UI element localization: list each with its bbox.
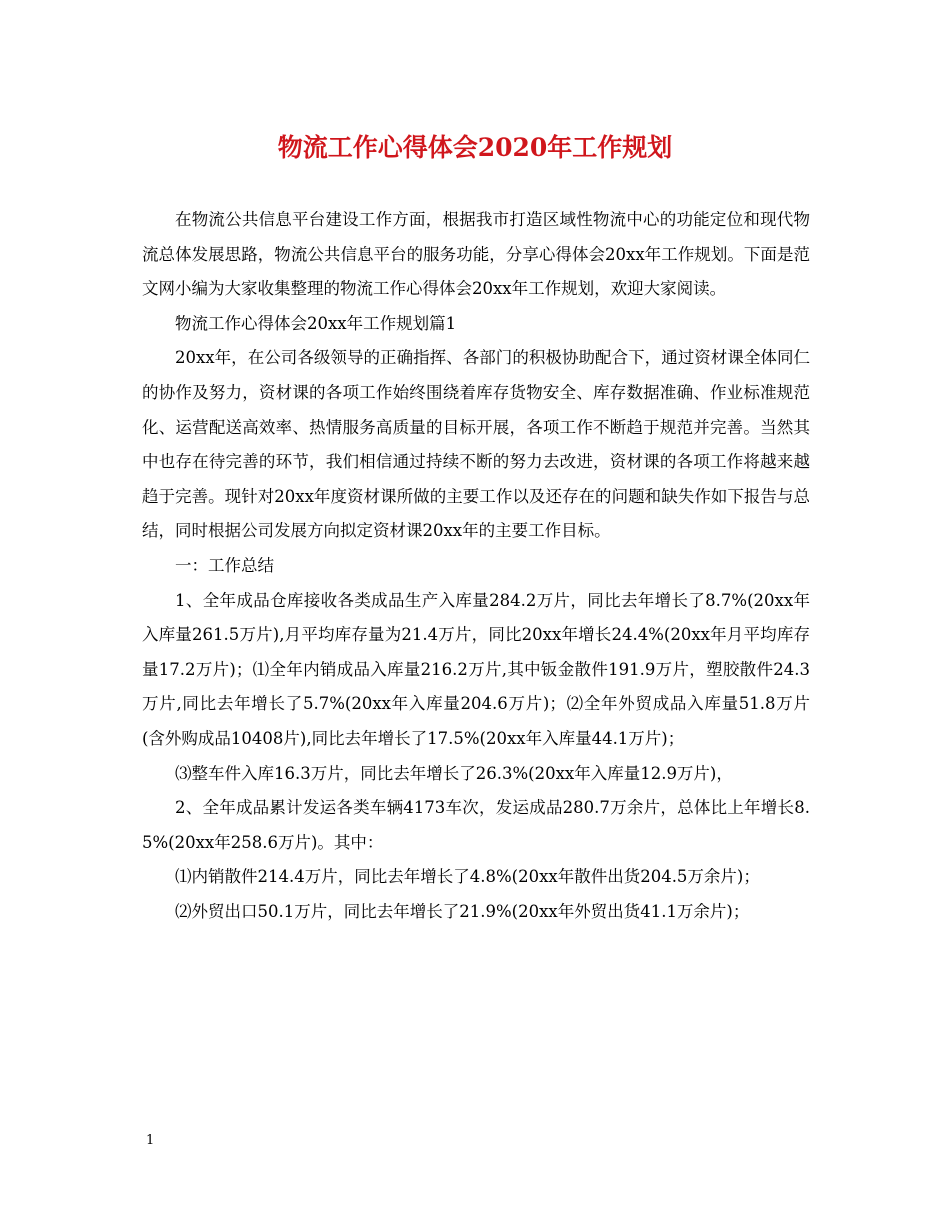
paragraph-item-2: 2、全年成品累计发运各类车辆4173车次，发运成品280.7万余片，总体比上年增长8.5%(20xx年258.6万片)。其中：: [142, 798, 810, 852]
document-body: [142, 203, 810, 929]
paragraph-work-summary-heading: 一：工作总结: [175, 555, 274, 575]
paragraph-intro: 在物流公共信息平台建设工作方面，根据我市打造区域性物流中心的功能定位和现代物流总体发展思路，物流公共信息平台的服务功能，分享心得体会20xx年工作规划。下面是范文网小编为大家收集整理的物流工作心得体会20xx年工作规划，欢迎大家阅读。: [142, 210, 810, 299]
paragraph-section-heading: 物流工作心得体会20xx年工作规划篇1: [175, 313, 457, 333]
paragraph-item-1: 1、全年成品仓库接收各类成品生产入库量284.2万片，同比去年增长了8.7%(20xx年入库量261.5万片),月平均库存量为21.4万片，同比20xx年增长24.4%(20xx年月平均库存量17.2万片)；⑴全年内销成品入库量216.2万片,其中钣金散件191.9万片，塑胶散件24.3万片,同比去年增长了5.7%(20xx年入库量204.6万片)；⑵全年外贸成品入库量51.8万片(含外购成品10408片),同比去年增长了17.5%(20xx年入库量44.1万片)；: [142, 590, 810, 748]
paragraph-overview: 20xx年，在公司各级领导的正确指挥、各部门的积极协助配合下，通过资材课全体同仁的协作及努力，资材课的各项工作始终围绕着库存货物安全、库存数据准确、作业标准规范化、运营配送高效率、热情服务高质量的目标开展，各项工作不断趋于规范并完善。当然其中也存在待完善的环节，我们相信通过持续不断的努力去改进，资材课的各项工作将越来越趋于完善。现针对20xx年度资材课所做的主要工作以及还存在的问题和缺失作如下报告与总结，同时根据公司发展方向拟定资材课20xx年的主要工作目标。: [142, 348, 810, 541]
paragraph-item-2-2: ⑵外贸出口50.1万片，同比去年增长了21.9%(20xx年外贸出货41.1万余片)；: [175, 901, 750, 921]
paragraph-item-1-3: ⑶整车件入库16.3万片，同比去年增长了26.3%(20xx年入库量12.9万片)，: [175, 763, 733, 783]
page-number: 1: [146, 1133, 155, 1148]
paragraph-item-2-1: ⑴内销散件214.4万片，同比去年增长了4.8%(20xx年散件出货204.5万余片)；: [175, 867, 760, 887]
document-title: 物流工作心得体会2020年工作规划: [277, 133, 673, 162]
